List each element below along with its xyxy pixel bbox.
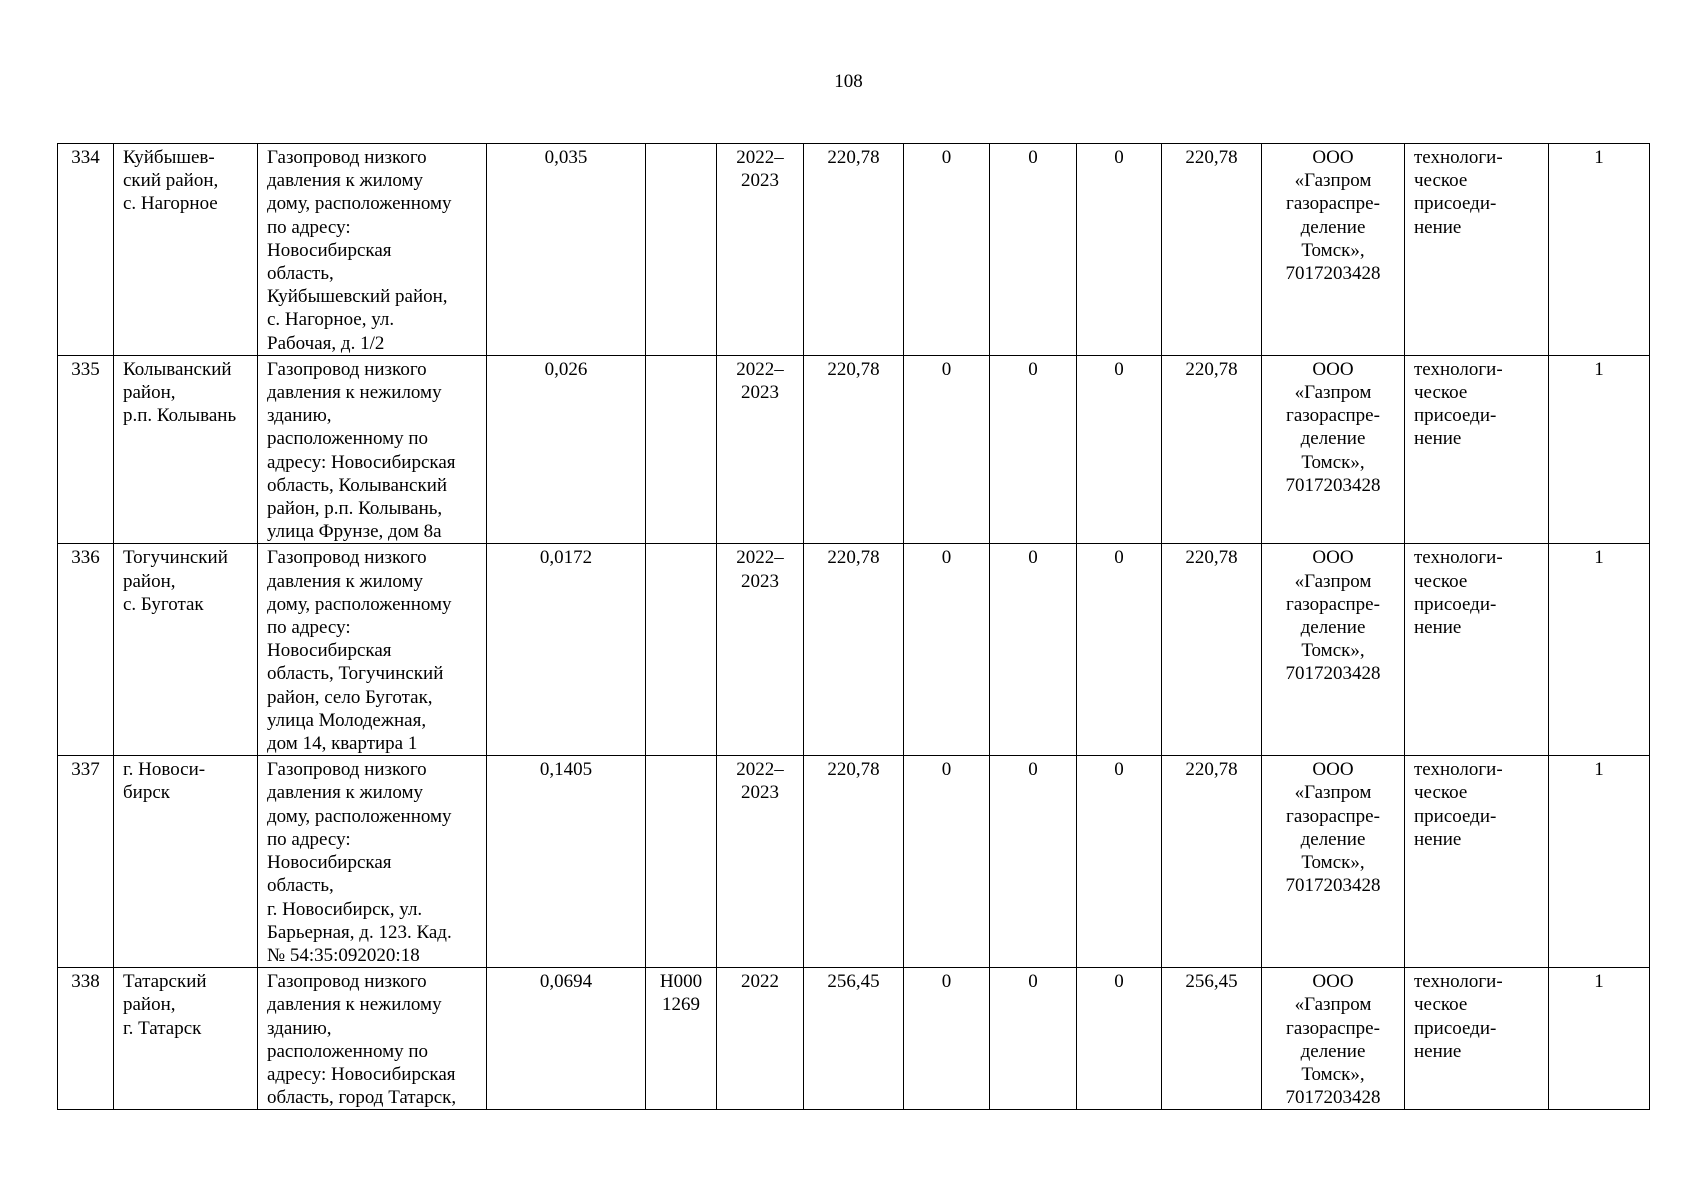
quantity-cell: 1 — [1549, 144, 1650, 356]
total-cost-cell: 256,45 — [804, 968, 904, 1110]
value-cell-1: 0 — [904, 756, 990, 968]
years-cell: 2022– 2023 — [717, 756, 804, 968]
purpose-cell: технологи- ческое присоеди- нение — [1405, 968, 1549, 1110]
value-cell-3: 0 — [1077, 544, 1162, 756]
code-cell — [646, 355, 717, 544]
total-cost-cell: 220,78 — [804, 756, 904, 968]
years-cell: 2022– 2023 — [717, 144, 804, 356]
page-number: 108 — [834, 71, 863, 92]
code-cell: Н000 1269 — [646, 968, 717, 1110]
total-cost-cell: 220,78 — [804, 144, 904, 356]
value-cell-4: 220,78 — [1162, 144, 1262, 356]
district-cell: г. Новоси- бирск — [114, 756, 258, 968]
length-cell: 0,035 — [487, 144, 646, 356]
years-cell: 2022– 2023 — [717, 544, 804, 756]
object-description-cell: Газопровод низкого давления к нежилому зданию, расположенному по адресу: Новосибирская область, Колыванский район, р.п. Колывань, улица Фрунзе, дом 8а — [258, 355, 487, 544]
value-cell-4: 256,45 — [1162, 968, 1262, 1110]
length-cell: 0,0172 — [487, 544, 646, 756]
organization-cell: ООО «Газпром газораспре- деление Томск», 7017203428 — [1262, 355, 1405, 544]
code-cell — [646, 144, 717, 356]
length-cell: 0,0694 — [487, 968, 646, 1110]
gas-pipeline-table — [57, 143, 1650, 1110]
code-cell — [646, 756, 717, 968]
object-description-cell: Газопровод низкого давления к жилому дому, расположенному по адресу: Новосибирская область, Куйбышевский район, с. Нагорное, ул. Рабочая, д. 1/2 — [258, 144, 487, 356]
purpose-cell: технологи- ческое присоеди- нение — [1405, 355, 1549, 544]
total-cost-cell: 220,78 — [804, 355, 904, 544]
value-cell-3: 0 — [1077, 144, 1162, 356]
value-cell-4: 220,78 — [1162, 544, 1262, 756]
years-cell: 2022– 2023 — [717, 355, 804, 544]
district-cell: Татарский район, г. Татарск — [114, 968, 258, 1110]
row-number-cell: 335 — [58, 355, 114, 544]
district-cell: Куйбышев- ский район, с. Нагорное — [114, 144, 258, 356]
organization-cell: ООО «Газпром газораспре- деление Томск», 7017203428 — [1262, 544, 1405, 756]
code-cell — [646, 544, 717, 756]
value-cell-2: 0 — [990, 144, 1077, 356]
value-cell-2: 0 — [990, 355, 1077, 544]
value-cell-4: 220,78 — [1162, 355, 1262, 544]
table-row — [58, 968, 1650, 1110]
value-cell-3: 0 — [1077, 355, 1162, 544]
value-cell-2: 0 — [990, 544, 1077, 756]
organization-cell: ООО «Газпром газораспре- деление Томск», 7017203428 — [1262, 756, 1405, 968]
object-description-cell: Газопровод низкого давления к жилому дому, расположенному по адресу: Новосибирская область, г. Новосибирск, ул. Барьерная, д. 123. Кад. № 54:35:092020:18 — [258, 756, 487, 968]
total-cost-cell: 220,78 — [804, 544, 904, 756]
row-number-cell: 336 — [58, 544, 114, 756]
district-cell: Колыванский район, р.п. Колывань — [114, 355, 258, 544]
quantity-cell: 1 — [1549, 968, 1650, 1110]
district-cell: Тогучинский район, с. Буготак — [114, 544, 258, 756]
value-cell-1: 0 — [904, 544, 990, 756]
value-cell-1: 0 — [904, 355, 990, 544]
table-row — [58, 355, 1650, 544]
row-number-cell: 334 — [58, 144, 114, 356]
purpose-cell: технологи- ческое присоеди- нение — [1405, 144, 1549, 356]
quantity-cell: 1 — [1549, 544, 1650, 756]
value-cell-1: 0 — [904, 144, 990, 356]
quantity-cell: 1 — [1549, 355, 1650, 544]
years-cell: 2022 — [717, 968, 804, 1110]
purpose-cell: технологи- ческое присоеди- нение — [1405, 544, 1549, 756]
table-row — [58, 544, 1650, 756]
purpose-cell: технологи- ческое присоеди- нение — [1405, 756, 1549, 968]
value-cell-3: 0 — [1077, 756, 1162, 968]
quantity-cell: 1 — [1549, 756, 1650, 968]
length-cell: 0,1405 — [487, 756, 646, 968]
value-cell-2: 0 — [990, 968, 1077, 1110]
row-number-cell: 338 — [58, 968, 114, 1110]
value-cell-2: 0 — [990, 756, 1077, 968]
length-cell: 0,026 — [487, 355, 646, 544]
object-description-cell: Газопровод низкого давления к жилому дому, расположенному по адресу: Новосибирская область, Тогучинский район, село Буготак, улица Молодежная, дом 14, квартира 1 — [258, 544, 487, 756]
value-cell-1: 0 — [904, 968, 990, 1110]
value-cell-4: 220,78 — [1162, 756, 1262, 968]
row-number-cell: 337 — [58, 756, 114, 968]
value-cell-3: 0 — [1077, 968, 1162, 1110]
table-row — [58, 756, 1650, 968]
object-description-cell: Газопровод низкого давления к нежилому зданию, расположенному по адресу: Новосибирская область, город Татарск, — [258, 968, 487, 1110]
organization-cell: ООО «Газпром газораспре- деление Томск», 7017203428 — [1262, 968, 1405, 1110]
organization-cell: ООО «Газпром газораспре- деление Томск», 7017203428 — [1262, 144, 1405, 356]
table-row — [58, 144, 1650, 356]
